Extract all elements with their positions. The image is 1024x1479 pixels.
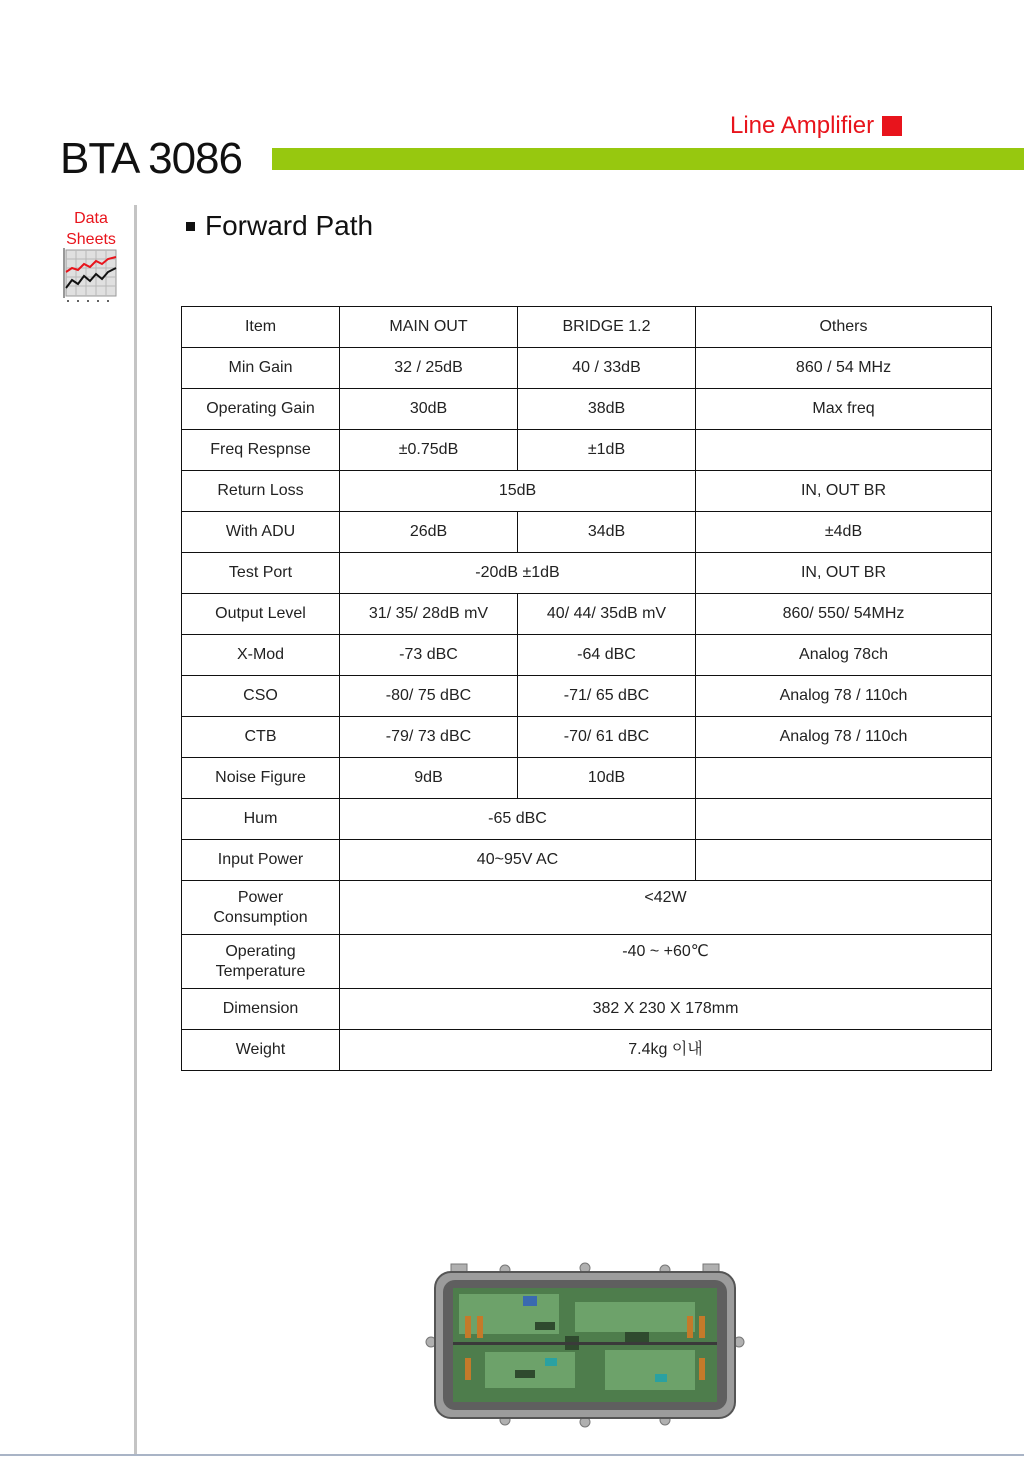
others-cell: Analog 78ch [696,635,992,676]
table-row [182,935,992,989]
sidebar-divider [134,205,137,1455]
table-row [182,758,992,799]
others-cell: Max freq [696,389,992,430]
item-cell: Input Power [182,840,340,881]
table-row [182,635,992,676]
others-cell: 860/ 550/ 54MHz [696,594,992,635]
full-value-cell: 7.4kg 이내 [340,1030,992,1071]
table-row [182,717,992,758]
table-row [182,389,992,430]
table-row [182,512,992,553]
full-value-cell [340,935,992,989]
header-cell: Others [696,307,992,348]
item-cell-line: Temperature [215,962,306,980]
bridge-cell: 34dB [518,512,696,553]
item-cell: CSO [182,676,340,717]
bridge-cell: -64 dBC [518,635,696,676]
green-header-bar [272,148,1024,170]
others-cell: ±4dB [696,512,992,553]
item-cell: CTB [182,717,340,758]
item-cell: Freq Respnse [182,430,340,471]
merged-value-cell: 40~95V AC [340,840,696,881]
others-cell [696,799,992,840]
bullet-icon [186,222,195,231]
model-title: BTA 3086 [60,134,242,183]
section-title-text: Forward Path [205,210,374,241]
item-cell-line: Consumption [213,908,308,926]
category-label [730,112,902,140]
bridge-cell: 40 / 33dB [518,348,696,389]
merged-value-cell: 15dB [340,471,696,512]
main-out-cell: -79/ 73 dBC [340,717,518,758]
header-cell: MAIN OUT [340,307,518,348]
section-heading [186,210,373,242]
table-row [182,881,992,935]
table-row [182,348,992,389]
spec-table [181,306,992,1071]
main-out-cell: 32 / 25dB [340,348,518,389]
category-text: Line Amplifier [730,112,875,139]
others-cell: IN, OUT BR [696,553,992,594]
main-out-cell: ±0.75dB [340,430,518,471]
item-cell: Noise Figure [182,758,340,799]
merged-value-cell: -20dB ±1dB [340,553,696,594]
line-chart-icon [62,248,118,304]
item-cell [182,935,340,989]
bridge-cell: -71/ 65 dBC [518,676,696,717]
table-row [182,799,992,840]
table-row [182,840,992,881]
table-row [182,989,992,1030]
others-cell [696,430,992,471]
item-cell: Return Loss [182,471,340,512]
main-out-cell: 9dB [340,758,518,799]
bridge-cell: ±1dB [518,430,696,471]
data-sheets-line1: Data [74,210,108,227]
bridge-cell: 38dB [518,389,696,430]
others-cell: 860 / 54 MHz [696,348,992,389]
data-sheets-line2: Sheets [66,231,116,248]
others-cell: Analog 78 / 110ch [696,717,992,758]
amplifier-housing-photo [425,1262,745,1428]
item-cell: With ADU [182,512,340,553]
item-cell [182,881,340,935]
item-cell: Output Level [182,594,340,635]
main-out-cell: -80/ 75 dBC [340,676,518,717]
bridge-cell: -70/ 61 dBC [518,717,696,758]
header-cell: BRIDGE 1.2 [518,307,696,348]
table-row [182,1030,992,1071]
main-out-cell: 30dB [340,389,518,430]
table-row [182,553,992,594]
item-cell-line: Power [237,888,284,906]
table-header-row [182,307,992,348]
table-row [182,430,992,471]
main-out-cell: 31/ 35/ 28dB mV [340,594,518,635]
header-cell: Item [182,307,340,348]
bridge-cell: 10dB [518,758,696,799]
item-cell: Min Gain [182,348,340,389]
full-value-cell [340,881,992,935]
item-cell: Weight [182,1030,340,1071]
others-cell: IN, OUT BR [696,471,992,512]
data-sheets-label [56,208,126,250]
red-square-icon [882,116,902,136]
others-cell [696,840,992,881]
footer-rule [0,1454,1024,1456]
others-cell [696,758,992,799]
others-cell: Analog 78 / 110ch [696,676,992,717]
item-cell-line: Operating [225,942,296,960]
item-cell: Operating Gain [182,389,340,430]
table-row [182,676,992,717]
item-cell: X-Mod [182,635,340,676]
table-row [182,471,992,512]
full-value-text: <42W [644,888,687,906]
main-out-cell: -73 dBC [340,635,518,676]
item-cell: Hum [182,799,340,840]
item-cell: Dimension [182,989,340,1030]
full-value-cell: 382 X 230 X 178mm [340,989,992,1030]
main-out-cell: 26dB [340,512,518,553]
item-cell: Test Port [182,553,340,594]
merged-value-cell: -65 dBC [340,799,696,840]
table-row [182,594,992,635]
bridge-cell: 40/ 44/ 35dB mV [518,594,696,635]
full-value-text: -40 ~ +60℃ [622,942,709,960]
